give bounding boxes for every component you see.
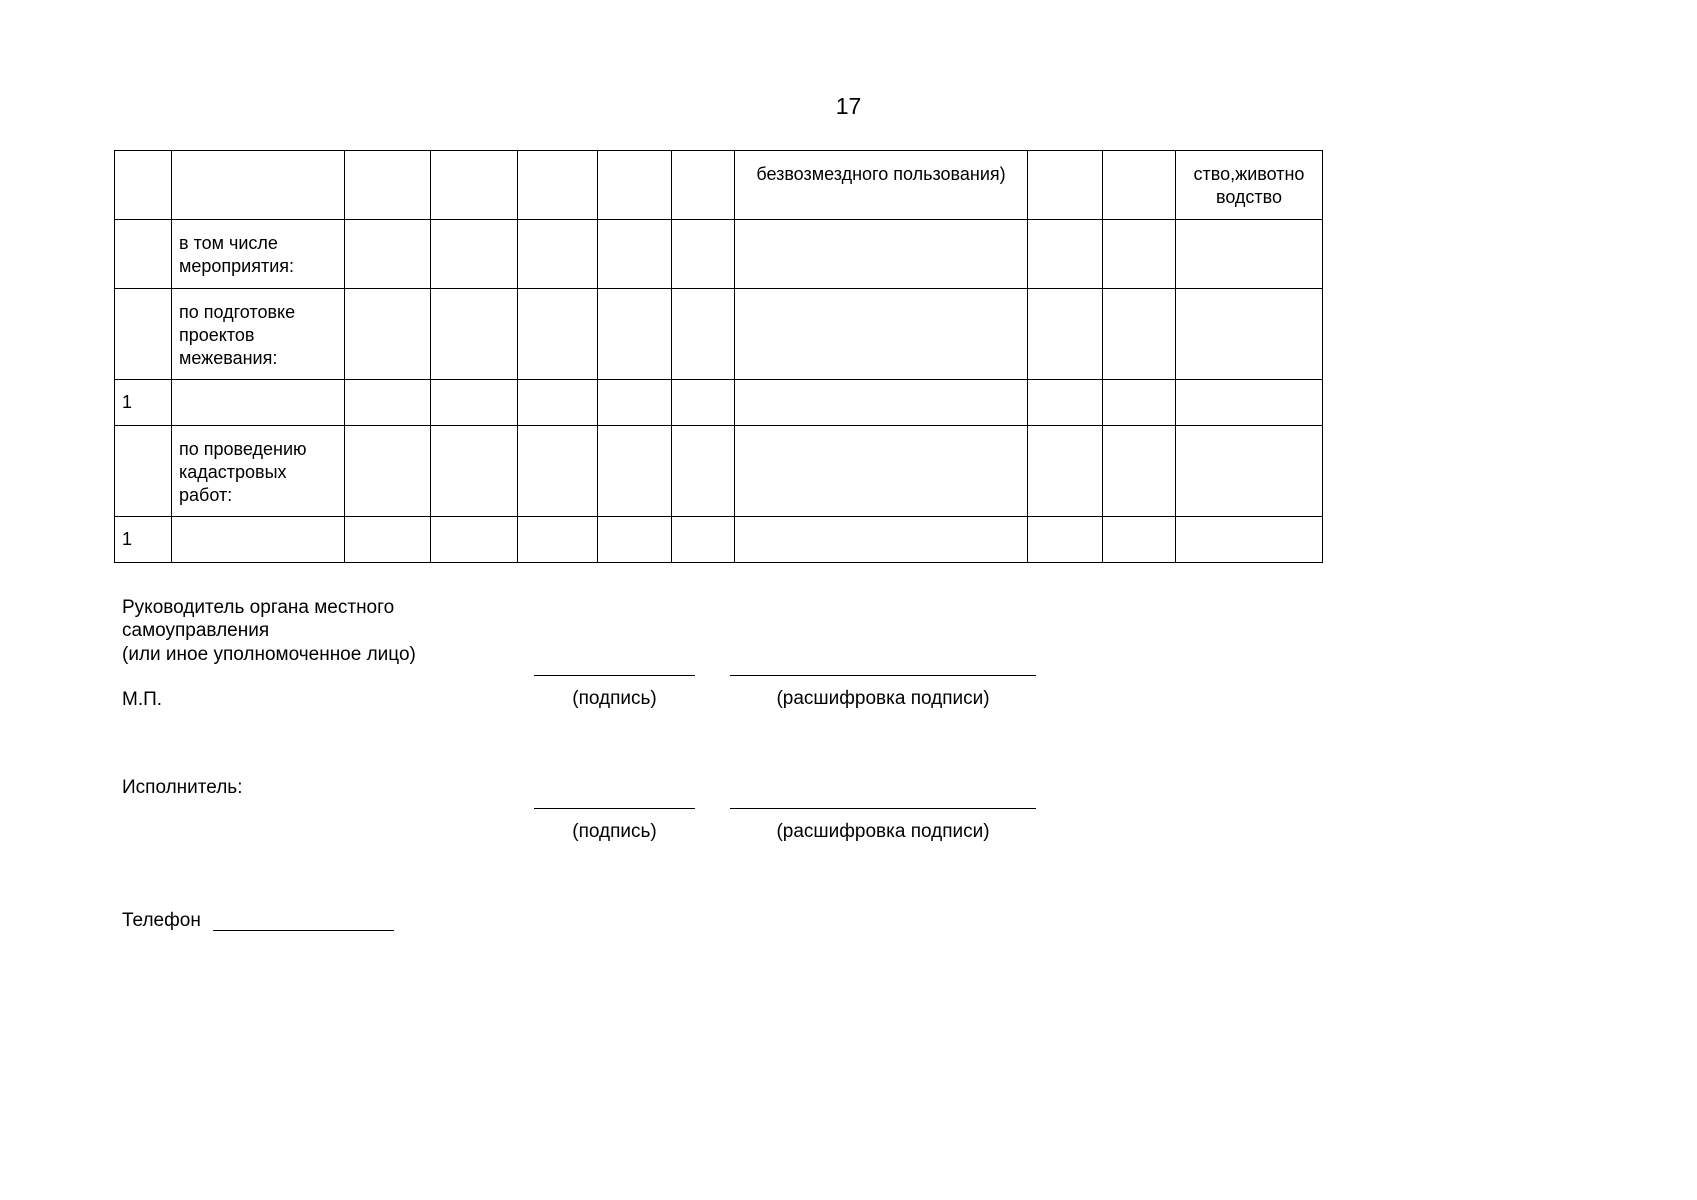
table-cell <box>1103 426 1176 517</box>
table-cell <box>431 517 518 563</box>
table-cell <box>735 426 1028 517</box>
table-cell <box>1103 517 1176 563</box>
table-cell <box>345 289 431 380</box>
table-cell <box>735 380 1028 426</box>
table-cell <box>518 289 598 380</box>
table-cell <box>1028 517 1103 563</box>
table-cell <box>1103 289 1176 380</box>
table-cell <box>1103 220 1176 289</box>
table-row <box>115 220 1323 289</box>
table-cell <box>735 517 1028 563</box>
table-cell <box>1176 517 1323 563</box>
table-cell <box>598 289 672 380</box>
row-label: по проведению кадастровых работ: <box>172 426 345 517</box>
table-cell <box>345 517 431 563</box>
table-cell <box>518 151 598 220</box>
row-label: по подготовке проектов межевания: <box>172 289 345 380</box>
table-cell <box>672 380 735 426</box>
form-table <box>114 150 1323 563</box>
table-cell <box>598 220 672 289</box>
table-cell <box>345 426 431 517</box>
table-cell <box>1176 220 1323 289</box>
decoding-caption: (расшифровка подписи) <box>776 688 990 709</box>
table-cell <box>1103 380 1176 426</box>
table-cell <box>598 426 672 517</box>
header-cell-free-use: безвозмездного пользования) <box>735 151 1028 220</box>
executor-label: Исполнитель: <box>122 777 243 798</box>
table-cell <box>1028 220 1103 289</box>
signature-caption: (подпись) <box>572 821 657 842</box>
table-cell <box>672 151 735 220</box>
table-cell <box>1028 289 1103 380</box>
table-cell <box>598 517 672 563</box>
table-row <box>115 380 1323 426</box>
table-row <box>115 426 1323 517</box>
phone-line <box>213 930 394 931</box>
table-header-row <box>115 151 1323 220</box>
signature-caption: (подпись) <box>572 688 657 709</box>
table-cell <box>1176 426 1323 517</box>
row-number <box>115 426 172 517</box>
table-cell <box>431 289 518 380</box>
table-row <box>115 289 1323 380</box>
table-cell <box>431 426 518 517</box>
table-cell <box>1028 151 1103 220</box>
table-cell <box>1176 380 1323 426</box>
table-cell <box>345 380 431 426</box>
table-cell <box>431 220 518 289</box>
table-cell <box>431 151 518 220</box>
head-subtitle: (или иное уполномоченное лицо) <box>122 644 416 665</box>
table-cell <box>672 426 735 517</box>
table-cell <box>518 380 598 426</box>
table-cell <box>518 220 598 289</box>
table-cell <box>172 151 345 220</box>
row-number: 1 <box>115 380 172 426</box>
table-cell <box>598 380 672 426</box>
table-cell <box>1103 151 1176 220</box>
table-cell <box>672 517 735 563</box>
table-cell <box>1028 380 1103 426</box>
table-cell <box>1028 426 1103 517</box>
table-cell <box>518 517 598 563</box>
table-cell <box>735 220 1028 289</box>
decoding-caption: (расшифровка подписи) <box>776 821 990 842</box>
table-cell <box>1176 289 1323 380</box>
table-cell <box>345 151 431 220</box>
signature-decoding-line <box>730 808 1036 809</box>
row-number: 1 <box>115 517 172 563</box>
row-number <box>115 220 172 289</box>
row-label: в том числе мероприятия: <box>172 220 345 289</box>
table-cell <box>431 380 518 426</box>
stamp-label: М.П. <box>122 689 163 710</box>
phone-label: Телефон <box>122 910 201 931</box>
table-cell <box>345 220 431 289</box>
signature-line <box>534 808 695 809</box>
table-row <box>115 517 1323 563</box>
signature-decoding-line <box>730 675 1036 676</box>
table-cell <box>735 289 1028 380</box>
table-cell <box>672 220 735 289</box>
head-title: Руководитель органа местного самоуправления <box>122 597 395 641</box>
signature-line <box>534 675 695 676</box>
row-label <box>172 380 345 426</box>
table-cell <box>518 426 598 517</box>
table-cell <box>598 151 672 220</box>
page-number: 17 <box>835 93 862 119</box>
header-cell-livestock: ство,животно водство <box>1176 151 1323 220</box>
row-number <box>115 289 172 380</box>
table-cell <box>115 151 172 220</box>
table-cell <box>672 289 735 380</box>
row-label <box>172 517 345 563</box>
